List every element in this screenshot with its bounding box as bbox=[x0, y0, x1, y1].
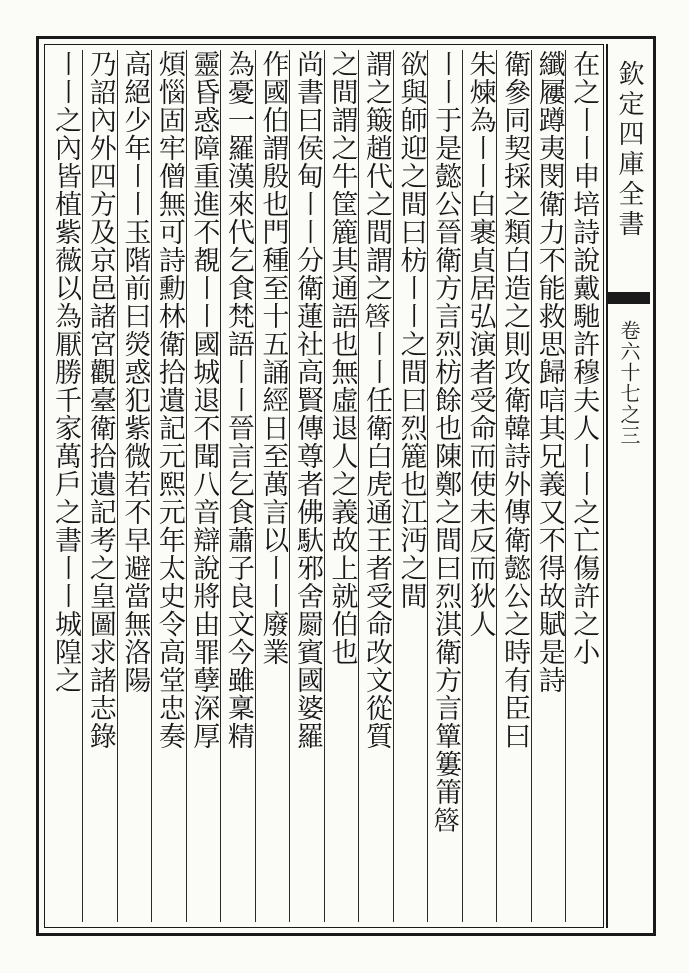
text-column bbox=[48, 50, 82, 922]
column-text: 煩惱固牢僧無可詩勳林衛拾遺記元熙元年太史令高堂忠奏 bbox=[153, 50, 185, 750]
column-text: 之間謂之牛筐簏其通語也無虛退人之義故上就伯也 bbox=[326, 50, 358, 666]
text-column bbox=[427, 50, 462, 922]
text-column bbox=[393, 50, 428, 922]
column-text: 纖屨蹲夷閔衛力不能救思歸唁其兄義又不得故賦是詩 bbox=[533, 50, 565, 694]
column-text: 欲與師迎之間曰枋〡〡之間曰烈簏也江沔之間 bbox=[395, 50, 427, 610]
column-text: 作國伯謂殷也門種至十五誦經日至萬言以〡〡廢業 bbox=[257, 50, 289, 666]
column-text: 衛參同契採之類白造之則攻衛韓詩外傳衛懿公之時有臣曰 bbox=[499, 50, 531, 750]
text-column bbox=[531, 50, 566, 922]
text-column bbox=[462, 50, 497, 922]
text-column bbox=[220, 50, 255, 922]
column-text: 〡〡之內皆植紫薇以為厭勝千家萬戶之書〡〡城隍之 bbox=[49, 50, 81, 694]
text-columns bbox=[48, 50, 600, 922]
text-column bbox=[289, 50, 324, 922]
column-text: 謂之簸趙代之間謂之𥳃〡〡任衛白虎通王者受命改文從質 bbox=[361, 50, 393, 750]
column-text: 在之〡〡申培詩說戴馳許穆夫人〡〡之亡傷許之小 bbox=[568, 50, 600, 666]
text-column bbox=[358, 50, 393, 922]
text-column bbox=[117, 50, 152, 922]
text-column bbox=[186, 50, 221, 922]
text-column bbox=[565, 50, 600, 922]
volume-label: 卷六十七之三 bbox=[617, 320, 641, 446]
book-title: 欽定四庫全書 bbox=[614, 60, 644, 240]
text-column bbox=[496, 50, 531, 922]
fish-tail-mark bbox=[606, 292, 650, 304]
text-column bbox=[255, 50, 290, 922]
column-text: 靈昏惑障重進不覩〡〡國城退不聞八音辯說將由罪孽深厚 bbox=[188, 50, 220, 750]
column-text: 高絕少年〡〡玉階前曰熒惑犯紫微若不早避當無洛陽 bbox=[119, 50, 151, 694]
column-text: 為憂一羅漢來代乞食梵語〡〡晉言乞食蕭子良文今雖稟精 bbox=[222, 50, 254, 750]
column-text: 尚書曰侯甸〡〡分衛蓮社高賢傳尊者佛馱邪舍罽賓國婆羅 bbox=[291, 50, 323, 750]
text-column bbox=[151, 50, 186, 922]
text-column bbox=[324, 50, 359, 922]
column-text: 〡〡于是懿公晉衛方言烈枋餘也陳鄭之間曰烈淇衛方言簞簍𥮉𥳃 bbox=[430, 50, 462, 834]
column-text: 朱煉為〡〡白裹貞居弘演者受命而使未反而狄人 bbox=[464, 50, 496, 638]
column-text: 乃詔內外四方及京邑諸宮觀臺衛拾遺記考之皇圖求諸志錄 bbox=[84, 50, 116, 750]
text-column bbox=[82, 50, 117, 922]
